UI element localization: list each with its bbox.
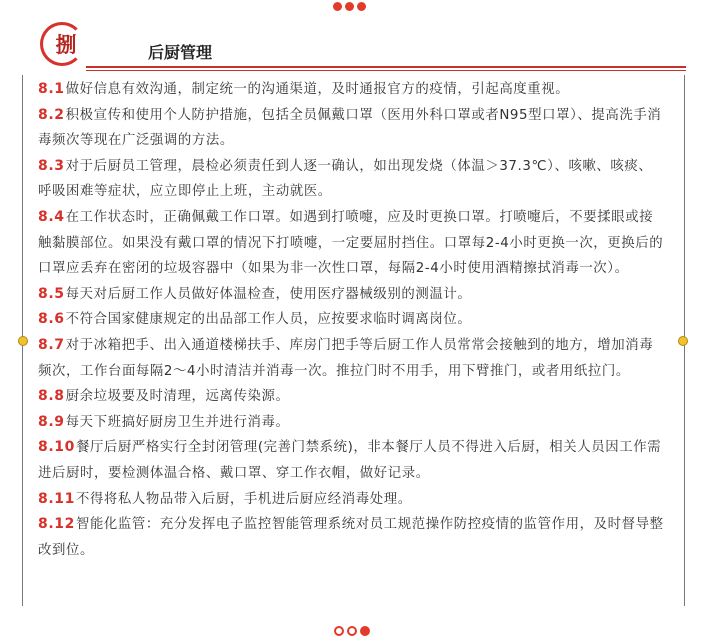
list-item xyxy=(38,307,666,333)
item-text: 在工作状态时，正确佩戴工作口罩。如遇到打喷嚏，应及时更换口罩。打喷嚏后，不要揉眼或接触黏膜部位。如果没有戴口罩的情况下打喷嚏，一定要屈肘挡住。口罩每2-4小时更换一次，更换后的口罩应丢弃在密闭的垃圾容器中（如果为非一次性口罩，每隔2-4小时使用酒精擦拭消毒一次）。 xyxy=(38,209,664,277)
item-number: 8.1 xyxy=(38,81,65,97)
list-item xyxy=(38,512,666,563)
item-number: 8.7 xyxy=(38,336,65,353)
frame-node-right xyxy=(678,336,688,346)
page-title: 后厨管理 xyxy=(148,43,213,62)
item-number: 8.6 xyxy=(38,311,65,328)
item-number: 8.3 xyxy=(38,157,65,174)
item-text: 智能化监管：充分发挥电子监控智能管理系统对员工规范操作防控疫情的监管作用，及时督导整改到位。 xyxy=(38,517,664,558)
section-logo-char: 捌 xyxy=(55,33,77,57)
item-text: 不符合国家健康规定的出品部工作人员，应按要求临时调离岗位。 xyxy=(65,312,472,328)
list-item xyxy=(38,410,666,436)
item-text: 每天下班搞好厨房卫生并进行消毒。 xyxy=(65,414,290,430)
top-decoration-dots xyxy=(333,0,369,15)
item-text: 不得将私人物品带入后厨，手机进后厨应经消毒处理。 xyxy=(75,491,412,507)
list-item xyxy=(38,435,666,486)
item-text: 厨余垃圾要及时清理，远离传染源。 xyxy=(65,389,290,405)
frame-node-left xyxy=(18,336,28,346)
item-number: 8.11 xyxy=(38,490,75,507)
item-number: 8.10 xyxy=(38,439,75,456)
list-item xyxy=(38,333,666,384)
list-item xyxy=(38,205,666,282)
list-item xyxy=(38,154,666,205)
list-item xyxy=(38,384,666,410)
bottom-decoration-dots xyxy=(334,621,373,640)
item-text: 对于后厨员工管理，晨检必须责任到人逐一确认，如出现发烧（体温＞37.3℃）、咳嗽、咳痰、呼吸困难等症状，应立即停止上班，主动就医。 xyxy=(38,158,653,200)
article-body xyxy=(38,77,666,563)
list-item xyxy=(38,77,666,103)
header-rule-thin xyxy=(86,70,686,71)
item-number: 8.4 xyxy=(38,208,65,225)
header-rule xyxy=(86,66,686,68)
list-item xyxy=(38,282,666,308)
item-number: 8.9 xyxy=(38,413,65,430)
item-text: 对于冰箱把手、出入通道楼梯扶手、库房门把手等后厨工作人员常常会接触到的地方，增加消毒频次，工作台面每隔2～4小时清洁并消毒一次。推拉门时不用手，用下臂推门，或者用纸拉门。 xyxy=(38,337,654,379)
item-number: 8.5 xyxy=(38,285,65,302)
list-item xyxy=(38,103,666,154)
item-text: 每天对后厨工作人员做好体温检查，使用医疗器械级别的测温计。 xyxy=(65,286,472,302)
item-text: 餐厅后厨严格实行全封闭管理(完善门禁系统)，非本餐厅人员不得进入后厨，相关人员因工作需进后厨时，要检测体温合格、戴口罩、穿工作衣帽，做好记录。 xyxy=(38,440,662,481)
item-text: 做好信息有效沟通，制定统一的沟通渠道，及时通报官方的疫情，引起高度重视。 xyxy=(65,82,570,97)
item-text: 积极宣传和使用个人防护措施，包括全员佩戴口罩（医用外科口罩或者N95型口罩）、提高洗手消毒频次等现在广泛强调的方法。 xyxy=(38,107,662,149)
item-number: 8.2 xyxy=(38,106,65,123)
item-number: 8.8 xyxy=(38,388,65,405)
list-item xyxy=(38,487,666,513)
item-number: 8.12 xyxy=(38,516,75,533)
